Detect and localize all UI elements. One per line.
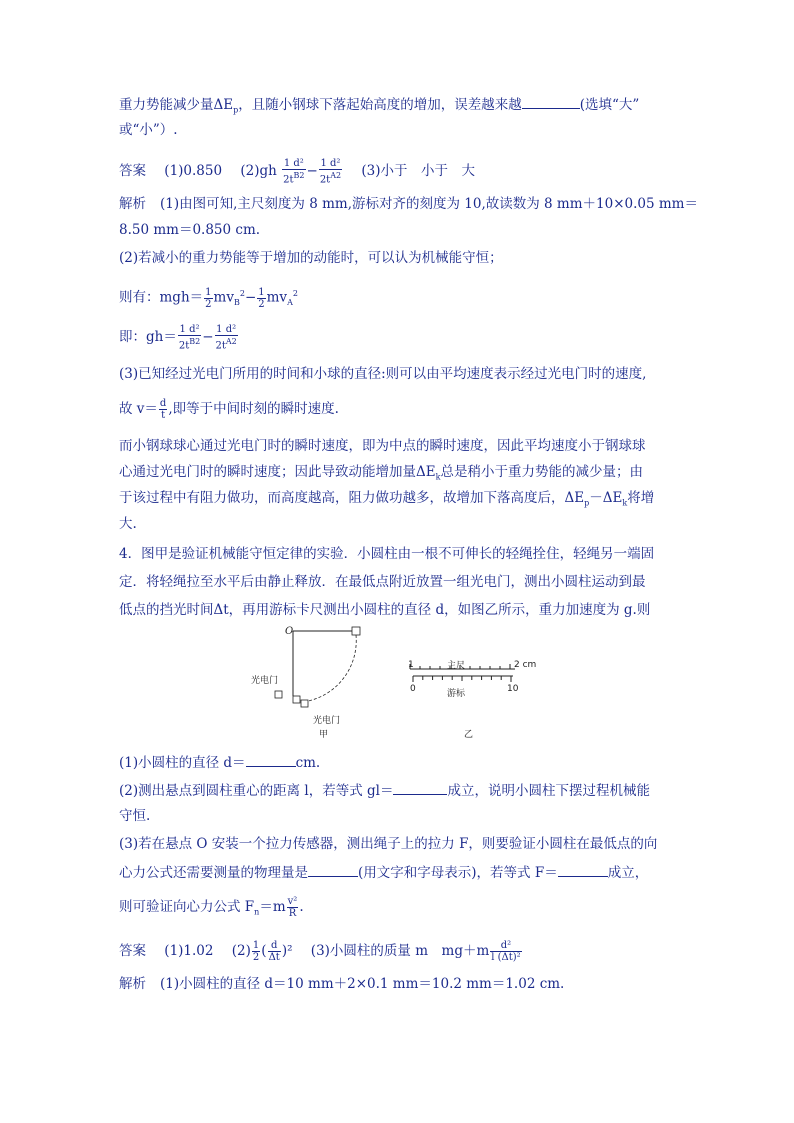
text-line bbox=[119, 752, 320, 773]
text: (2)测出悬点到圆柱重心的距离 l，若等式 gl＝ bbox=[119, 783, 394, 799]
text: 故 v＝ bbox=[119, 401, 158, 417]
text: 即：gh＝ bbox=[119, 329, 177, 346]
text: (选填“大” bbox=[579, 97, 640, 113]
text-line: 或“小”）. bbox=[119, 122, 178, 138]
answer-part: (2) bbox=[231, 943, 251, 959]
text: ,即等于中间时刻的瞬时速度. bbox=[168, 401, 339, 417]
answer-blank bbox=[246, 752, 296, 767]
analysis-label: 解析 bbox=[119, 196, 146, 212]
answer-blank bbox=[558, 862, 608, 877]
text: 总是稍小于重力势能的减少量；由 bbox=[440, 464, 643, 480]
text: (1)小圆柱的直径 d＝ bbox=[119, 755, 246, 771]
text-line: 于该过程中有阻力做功，而高度越高，阻力做功越多，故增加下落高度后，$\Delta E_p-\Delta E_k$将增 bbox=[119, 490, 655, 508]
answer-blank bbox=[308, 862, 358, 877]
equation-line: 则可验证向心力公式 $F_n=m$ $\frac{\text{v²}}{R}$ . bbox=[119, 896, 304, 919]
equation-line: 则有：mgh＝ $\frac{1}{2}$ $mv_B^2-$ $\frac{1}{2}$ $mv_A^2$ bbox=[119, 286, 298, 310]
answer-blank bbox=[522, 94, 580, 109]
vernier-tick: 10 bbox=[507, 684, 519, 694]
text-line: 定．将轻绳拉至水平后由静止释放．在最低点附近放置一组光电门，测出小圆柱运动到最 bbox=[119, 574, 646, 590]
fraction: $\frac{\text{1 d²}}{2t^{B2}}$ bbox=[283, 158, 305, 186]
answer-line: 答案 (1)1.02 (2) $\frac{1}{2}$ ( $\frac{d}{\Delta t}$ )² (3)小圆柱的质量 m mg＋m $\frac{\text{d²}}{\text{l (Δt)²}}$ bbox=[119, 940, 521, 963]
text-line: 4．图甲是验证机械能守恒定律的实验．小圆柱由一根不可伸长的轻绳拴住，轻绳另一端固 bbox=[119, 546, 655, 562]
equation-line: 故 v＝ $\frac{d}{t}$ ,即等于中间时刻的瞬时速度. bbox=[119, 398, 339, 421]
text: 成立，说明小圆柱下摆过程机械能 bbox=[447, 783, 650, 799]
photogate-label: 光电门 bbox=[313, 716, 341, 726]
answer-part: (3)小于 小于 大 bbox=[361, 163, 475, 180]
text-line: 而小钢球球心通过光电门时的瞬时速度，即为中点的瞬时速度，因此平均速度小于钢球球 bbox=[119, 438, 646, 454]
text-line: 低点的挡光时间Δt，再用游标卡尺测出小圆柱的直径 d，如图乙所示，重力加速度为 g.则 bbox=[119, 602, 651, 618]
photogate-label: 光电门 bbox=[251, 676, 279, 686]
text-line: 心通过光电门时的瞬时速度；因此导致动能增加量$\Delta E_k$总是稍小于重力势能的减少量；由 bbox=[119, 464, 643, 482]
text: ，且随小钢球下落起始高度的增加，误差越来越 bbox=[238, 97, 522, 113]
answer-blank bbox=[393, 780, 447, 795]
text: 心力公式还需要测量的物理量是 bbox=[119, 865, 308, 881]
answer-part: (1)1.02 bbox=[164, 943, 214, 959]
text-line bbox=[119, 862, 648, 883]
text: (1)由图可知,主尺刻度为 8 mm,游标对齐的刻度为 10,故读数为 8 mm＋10×0.05 mm＝ bbox=[160, 196, 698, 212]
text-line: 8.50 mm＝0.850 cm. bbox=[119, 222, 261, 238]
text-line bbox=[119, 780, 650, 801]
text-line bbox=[119, 194, 698, 214]
text: 将增 bbox=[627, 490, 655, 506]
cylinder-bottom bbox=[293, 696, 300, 703]
equation-line: 即：gh＝ $\frac{\text{1 d²}}{2t^{B2}}$ − $\frac{\text{1 d²}}{2t^{A2}}$ bbox=[119, 324, 237, 352]
text-line: 重力势能减少量$\Delta E_p$，且随小钢球下落起始高度的增加，误差越来越 (选填“大” bbox=[119, 94, 639, 121]
fraction: $\frac{\text{1 d²}}{2t^{A2}}$ bbox=[319, 158, 342, 186]
text: 心通过光电门时的瞬时速度；因此导致动能增加量ΔE bbox=[119, 464, 436, 480]
text: ＝m bbox=[259, 899, 286, 915]
main-scale-tick: 1 bbox=[408, 660, 414, 670]
answer-part: (2)gh bbox=[240, 163, 277, 180]
figure-caption: 甲 bbox=[319, 730, 329, 740]
answer-label: 答案 bbox=[119, 943, 146, 959]
analysis-label: 解析 bbox=[119, 976, 146, 992]
text: (1)小圆柱的直径 d＝10 mm＋2×0.1 mm＝10.2 mm＝1.02 cm. bbox=[160, 976, 565, 992]
text: 于该过程中有阻力做功，而高度越高，阻力做功越多，故增加下落高度后，ΔE bbox=[119, 490, 585, 506]
text: 则有：mgh＝ bbox=[119, 289, 204, 306]
text: 重力势能减少量ΔE bbox=[119, 97, 234, 113]
cylinder-start bbox=[352, 627, 360, 635]
text: cm. bbox=[295, 755, 321, 771]
text: 成立， bbox=[607, 865, 649, 881]
text-line: (2)若减小的重力势能等于增加的动能时，可以认为机械能守恒； bbox=[119, 250, 503, 266]
text-line: 大. bbox=[119, 516, 137, 532]
answer-part: (1)0.850 bbox=[164, 163, 223, 180]
photogate-box bbox=[275, 691, 282, 698]
vernier-tick: 0 bbox=[410, 684, 416, 694]
text-line: (3)已知经过光电门所用的时间和小球的直径:则可以由平均速度表示经过光电门时的速度, bbox=[119, 366, 647, 382]
text-line: 守恒. bbox=[119, 808, 151, 824]
answer-part: (3)小圆柱的质量 m mg＋m bbox=[310, 943, 490, 959]
figure-caption: 乙 bbox=[464, 730, 474, 740]
text-line: (3)若在悬点 O 安装一个拉力传感器，测出绳子上的拉力 F，则要验证小圆柱在最低点的向 bbox=[119, 836, 658, 852]
main-scale-label: 主尺 bbox=[447, 661, 466, 671]
pivot-label: O bbox=[285, 626, 294, 637]
answer-label: 答案 bbox=[119, 163, 146, 180]
photogate-box bbox=[301, 700, 308, 707]
text: (用文字和字母表示)，若等式 F＝ bbox=[358, 865, 558, 881]
answer-line: 答案 (1)0.850 (2)gh $\frac{\text{1 d²}}{2t^{B2}}$ − $\frac{\text{1 d²}}{2t^{A2}}$ (3)小于 小于 大 bbox=[119, 158, 475, 186]
vernier-label: 游标 bbox=[447, 689, 466, 699]
text: 则可验证向心力公式 F bbox=[119, 899, 255, 915]
main-scale-tick: 2 cm bbox=[514, 660, 537, 670]
text-line bbox=[119, 974, 564, 994]
